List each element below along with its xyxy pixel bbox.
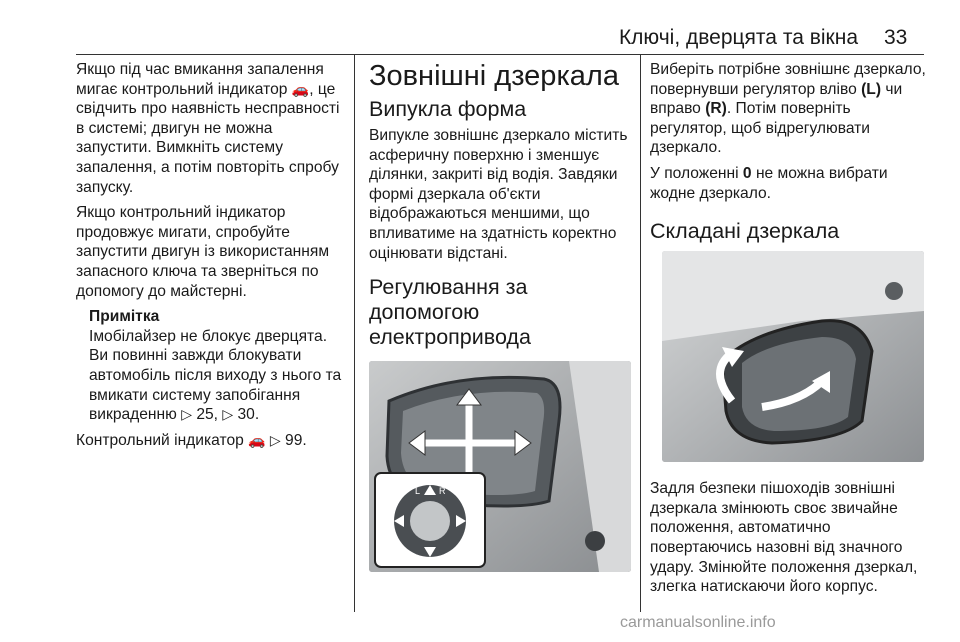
paragraph-keep-blinking: Якщо контрольний індикатор продовжує мигати, спробуйте запустити двигун із використанням запасного ключа та зверніться по допомогу до майстерні. xyxy=(76,204,330,300)
car-lock-icon: 🚗 xyxy=(248,431,266,448)
paragraph-convex: Випукле зовнішнє дзеркало містить асферичну поверхню і зменшує ділянки, закриті від водія. Завдяки формі дзеркала об'єкти відображаються меншими, що впливатиме на здатність коректно оцінювати відстані. xyxy=(369,127,628,262)
figure-mirror-adjustment xyxy=(369,361,631,572)
paragraph-immobilizer-indicator: Якщо під час вмикання запалення мигає контрольний індикатор 🚗, це свідчить про наявність несправності в системі; двигун не можна запустити. Вимкніть систему запалення, а потім повторіть спробу запуску. xyxy=(76,61,340,196)
page-number: 33 xyxy=(884,26,908,49)
paragraph-select-mirror: Виберіть потрібне зовнішнє дзеркало, повернувши регулятор вліво (L) чи вправо (R). Потім поверніть регулятор, щоб відрегулювати дзеркало. xyxy=(650,61,926,157)
note-text: Імобілайзер не блокує дверцята. Ви повинні завжди блокувати автомобіль після виходу з нього та вмикати систему запобігання викраденню ▷ 25, ▷ 30. xyxy=(89,327,342,424)
header-rule xyxy=(76,54,924,55)
page-ref-link[interactable]: 25 xyxy=(196,406,214,424)
note-title: Примітка xyxy=(89,308,160,326)
column-1 xyxy=(76,60,344,456)
subsection-title-electric-adjustment: Регулювання за допомогою електропривода xyxy=(369,275,531,350)
watermark: carmanualsonline.info xyxy=(620,614,776,631)
figure-folding-mirror xyxy=(662,251,924,462)
paragraph-position-zero: У положенні 0 не можна вибрати жодне дзеркало. xyxy=(650,164,888,202)
page-ref-link[interactable]: 99. xyxy=(285,431,307,449)
subsection-title-convex: Випукла форма xyxy=(369,97,527,121)
column-2 xyxy=(369,60,635,354)
paragraph-indicator-ref: Контрольний індикатор 🚗 ▷ 99. xyxy=(76,431,307,449)
page-ref-arrow-icon: ▷ xyxy=(222,406,234,423)
paragraph-folding: Задля безпеки пішоходів зовнішні дзеркала змінюють своє звичайне положення, автоматично повертаючись назовні від значного удару. Змінюйте положення дзеркал, злегка натискаючи його корпус. xyxy=(650,480,918,596)
knob-label-left: L xyxy=(415,486,421,496)
note-block xyxy=(89,307,344,425)
page-ref-arrow-icon: ▷ xyxy=(269,431,281,448)
section-title-exterior-mirrors: Зовнішні дзеркала xyxy=(369,60,619,92)
header-title: Ключі, дверцята та вікна xyxy=(618,26,858,49)
car-lock-icon: 🚗 xyxy=(291,80,310,97)
page-ref-link[interactable]: 30. xyxy=(237,406,260,424)
page-ref-arrow-icon: ▷ xyxy=(181,406,192,423)
column-divider-2 xyxy=(640,55,641,612)
column-divider-1 xyxy=(354,55,355,612)
knob-label-right: R xyxy=(439,486,446,496)
subsection-title-folding: Складані дзеркала xyxy=(650,219,840,244)
